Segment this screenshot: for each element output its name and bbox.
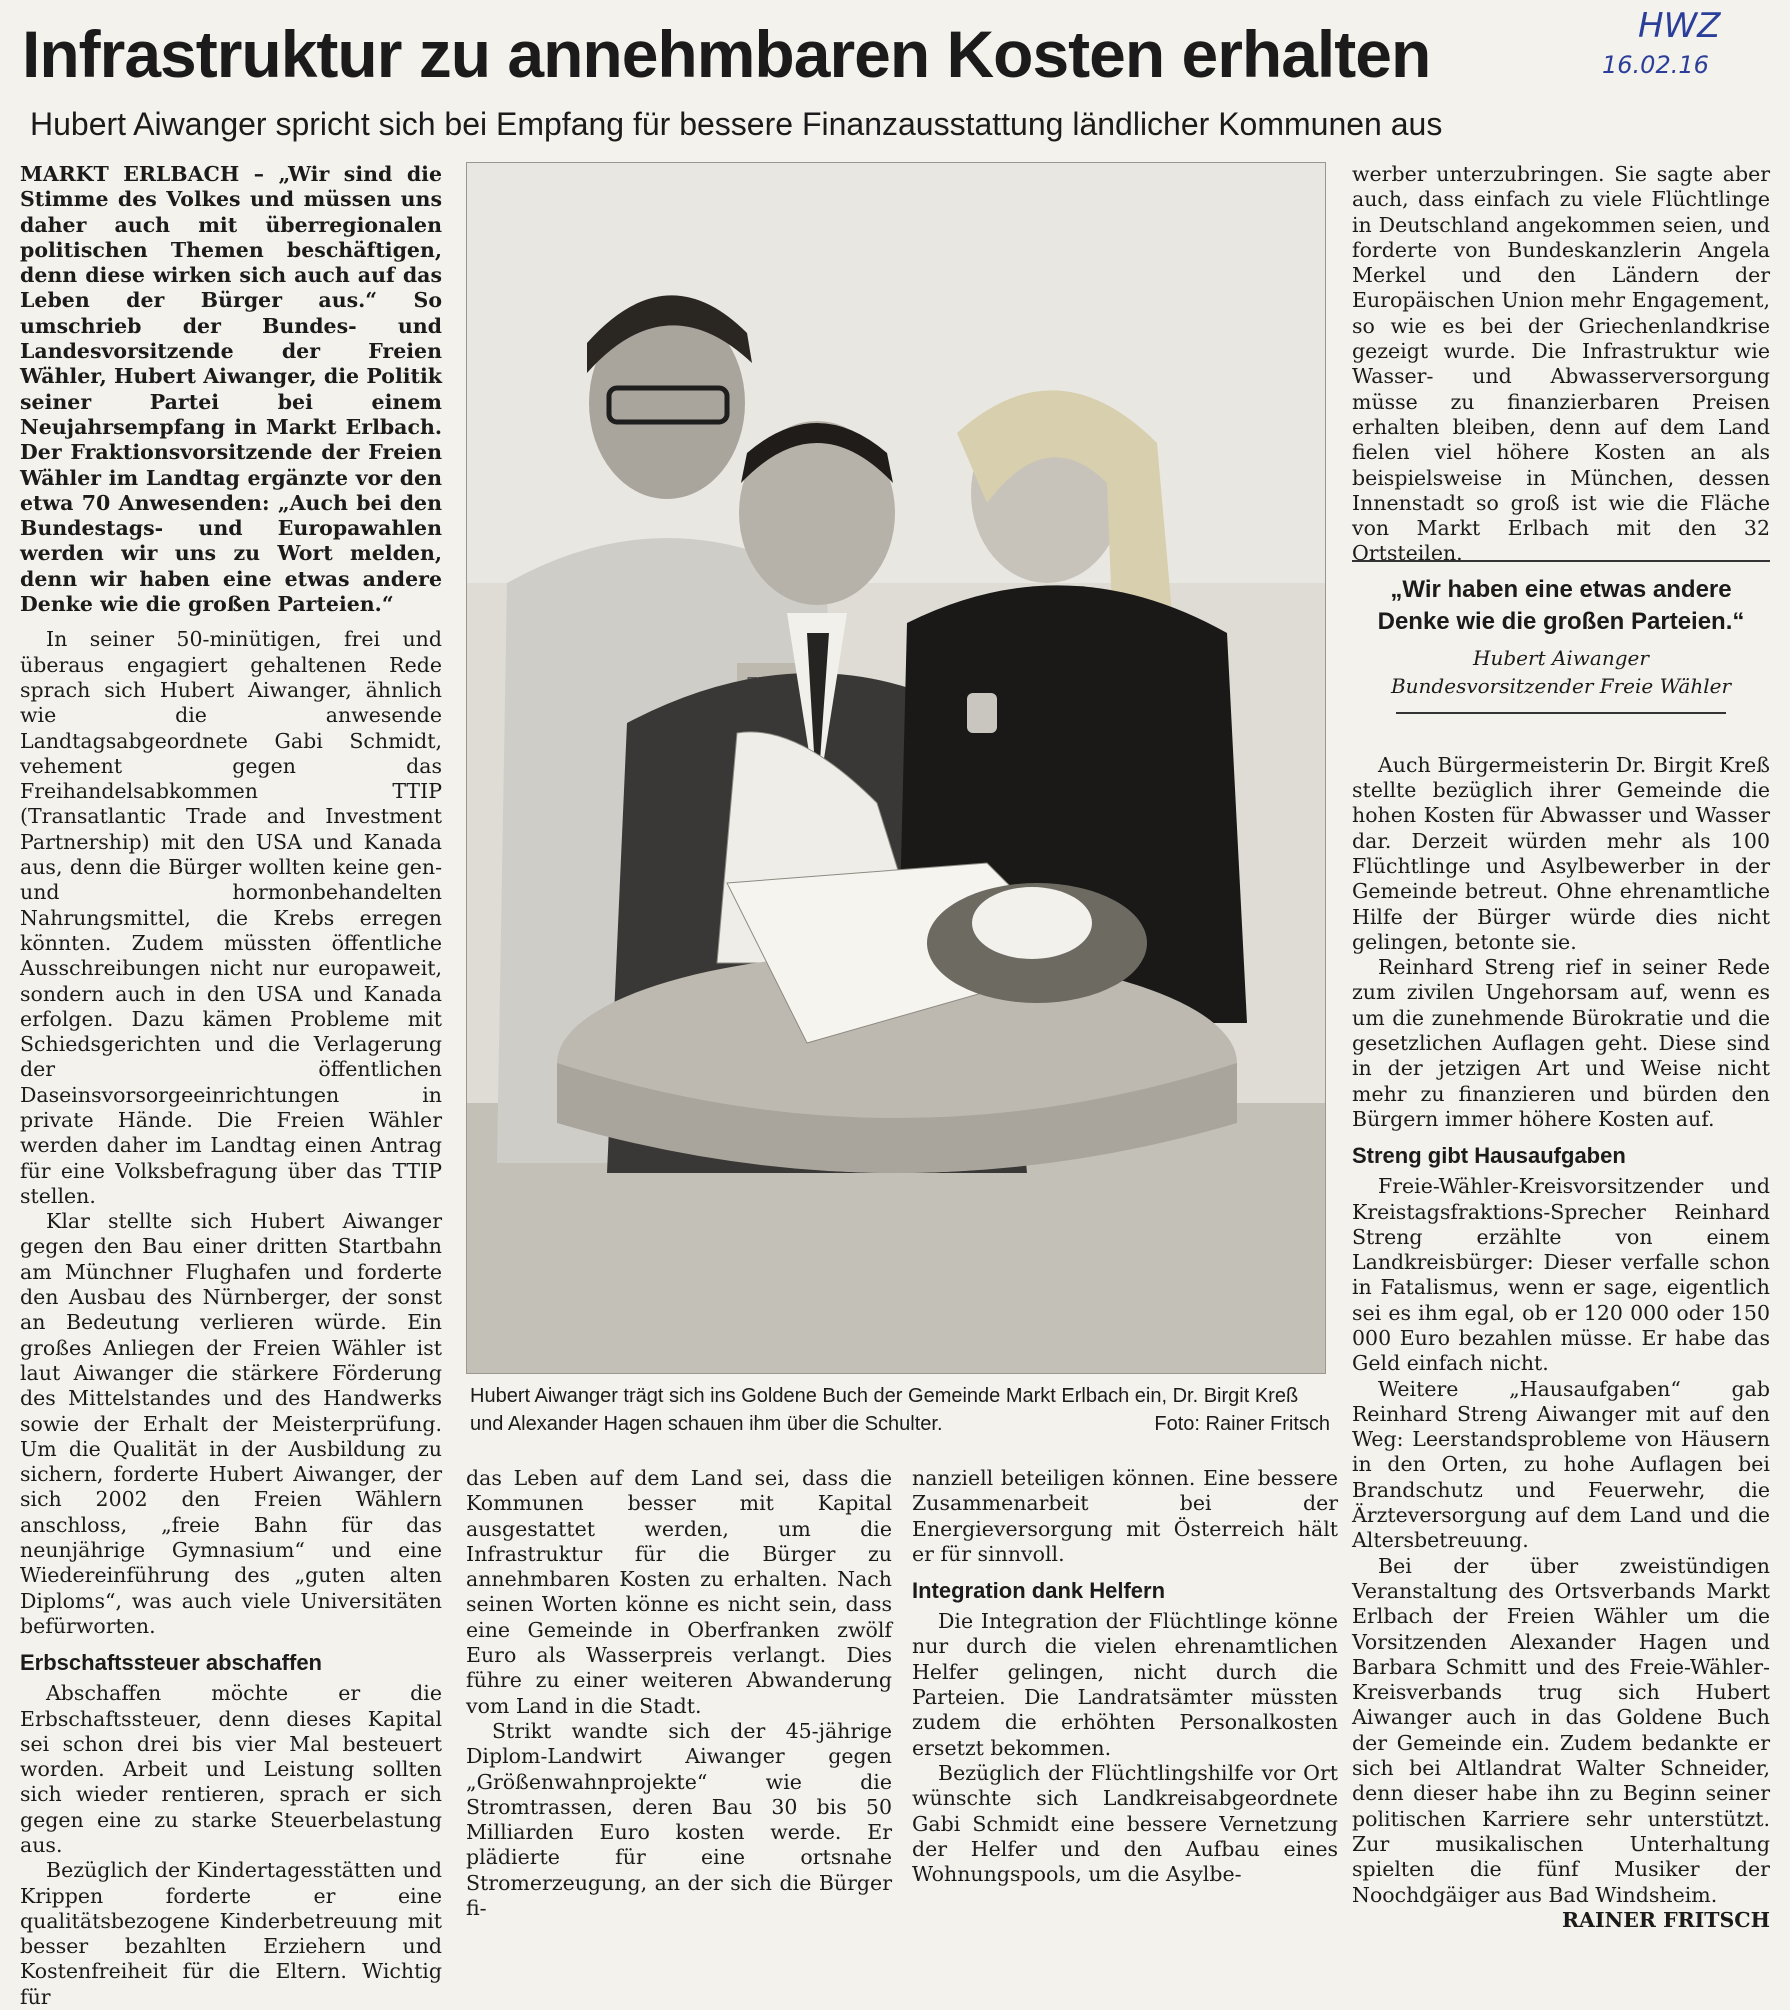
paragraph: Abschaffen möchte er die Erbschaftssteuer, denn dieses Kapital sei schon drei bis vier Mal besteuert worden. Arbeit und Leistung sollten sich wieder rentieren, sprach er sich gegen eine zu starke Steuerbelastung aus. — [20, 1681, 442, 1857]
stamp-date: 16.02.16 — [1602, 51, 1709, 79]
lead-paragraph — [20, 162, 442, 617]
paragraph: In seiner 50-minütigen, frei und überaus engagiert gehaltenen Rede sprach sich Hubert Aiwanger, ähnlich wie die anwesende Landtagsabgeordnete Gabi Schmidt, vehement gegen das Freihandelsabkommen TTIP (Transatlantic Trade and Investment Partnership) mit den USA und Kanada aus, denn die Bürger wollten keine gen- und hormonbehandelten Nahrungsmittel, die Krebs erregen könnten. Zudem müssten öffentliche Ausschreibungen nicht nur europaweit, sondern auch in den USA und Kanada erfolgen. Dazu kämen Probleme mit Schiedsgerichten und die Verlagerung der öffentlichen Daseinsvorsorgeeinrichtungen in private Hände. Die Freien Wähler werden daher im Landtag einen Antrag für eine Volksbefragung über das TTIP stellen. — [20, 627, 442, 1208]
stamp-source: HWZ — [1638, 6, 1721, 46]
section-heading: Erbschaftssteuer abschaffen — [20, 1650, 322, 1676]
paragraph: Klar stellte sich Hubert Aiwanger gegen den Bau einer dritten Startbahn am Münchner Flughafen und forderte den Ausbau des Nürnberger, der sonst an Bedeutung verlieren würde. Ein großes Anliegen der Freien Wähler ist laut Aiwanger die stärkere Förderung des Mittelstandes und des Handwerks sowie der Erhalt der Meisterprüfung. Um die Qualität in der Ausbildung zu sichern, forderte Hubert Aiwanger, der sich 2002 den Freien Wählern anschloss, „freie Bahn für das neunjährige Gymnasium“ und eine Wiedereinführung des „guten alten Diploms“, was auch viele Universitäten befürworten. — [20, 1209, 442, 1638]
article-column-1 — [20, 162, 443, 2009]
article-photo — [466, 162, 1326, 1374]
paragraph: Weitere „Hausaufgaben“ gab Reinhard Streng Aiwanger mit auf den Weg: Leerstandsprobleme von Häusern in den Orten, zu hohe Auflagen bei Brandschutz und Feuerwehr, die Ärzteversorgung auf dem Land und die Altersbetreuung. — [1352, 1376, 1770, 1553]
pull-quote-attribution: Hubert Aiwanger — [1473, 646, 1649, 670]
photo-illustration — [467, 163, 1325, 1373]
paragraph: Die Integration der Flüchtlinge könne nur durch die vielen ehrenamtlichen Helfer gelingen, nicht durch die Parteien. Die Landratsämter müssten zudem die erhöhten Personalkosten ersetzt bekommen. — [912, 1609, 1338, 1760]
photo-caption — [470, 1382, 1330, 1438]
headline: Infrastruktur zu annehmbaren Kosten erhalten — [22, 17, 1431, 91]
article-column-3 — [912, 1466, 1338, 1887]
paragraph: das Leben auf dem Land sei, dass die Kommunen besser mit Kapital ausgestattet werden, um die Infrastruktur für die Bürger zu annehmbaren Kosten zu erhalten. Nach seinen Worten könne es nicht sein, dass eine Gemeinde in Oberfranken zwölf Euro als Wasserpreis verlangt. Dies führe zu einer weiteren Abwanderung vom Land in die Stadt. — [466, 1466, 892, 1718]
paragraph: nanziell beteiligen können. Eine bessere Zusammenarbeit bei der Energieversorgung mit Österreich hält er für sinnvoll. — [912, 1466, 1338, 1566]
pull-quote-role: Bundesvorsitzender Freie Wähler — [1390, 674, 1732, 698]
subheadline: Hubert Aiwanger spricht sich bei Empfang für bessere Finanzausstattung ländlicher Kommunen aus — [30, 106, 1443, 142]
pull-quote-rule — [1396, 712, 1726, 714]
article-column-4 — [1352, 162, 1770, 1932]
paragraph: Bezüglich der Flüchtlingshilfe vor Ort wünschte sich Landkreisabgeordnete Gabi Schmidt eine bessere Vernetzung der Helfer und den Aufbau eines Wohnungspools, um die Asylbe- — [912, 1760, 1338, 1887]
paragraph: Freie-Wähler-Kreisvorsitzender und Kreistagsfraktions-Sprecher Reinhard Streng erzählte von einem Landkreisbürger: Dieser verfalle schon in Fatalismus, wenn er sage, eigentlich sei es ihm egal, ob er 120 000 oder 150 000 Euro bezahlen müsse. Er habe das Geld einfach nicht. — [1352, 1174, 1770, 1376]
paragraph: Reinhard Streng rief in seiner Rede zum zivilen Ungehorsam auf, wenn es um die zunehmende Bürokratie und die gesetzlichen Auflagen geht. Diese sind in der jetzigen Art und Weise nicht mehr zu finanzieren und bürden den Bürgern immer höhere Kosten auf. — [1352, 955, 1770, 1131]
section-heading: Integration dank Helfern — [912, 1578, 1166, 1604]
pull-quote — [1352, 560, 1770, 714]
pull-quote-text: „Wir haben eine etwas andere Denke wie die großen Parteien.“ — [1377, 576, 1745, 635]
paragraph: Bei der über zweistündigen Veranstaltung des Ortsverbands Markt Erlbach der Freien Wähler um die Vorsitzenden Alexander Hagen und Barbara Schmitt und des Freie-Wähler-Kreisverbands trug sich Hubert Aiwanger auch in das Goldene Buch der Gemeinde ein. Zudem bedankte er sich bei Altlandrat Walter Schneider, denn dieser habe ihn zu Beginn seiner politischen Karriere sehr unterstützt. Zur musikalischen Unterhaltung spielten die fünf Musiker der Noochdgäiger aus Bad Windsheim. — [1352, 1553, 1770, 1907]
paragraph: werber unterzubringen. Sie sagte aber auch, dass einfach zu viele Flüchtlinge in Deutschland angekommen seien, und forderte von Bundeskanzlerin Angela Merkel und den Ländern der Europäischen Union mehr Engagement, so wie es bei der Griechenlandkrise gezeigt wurde. Die Infrastruktur wie Wasser- und Abwasserversorgung müsse zu finanzierbaren Preisen erhalten bleiben, denn auf dem Land fielen viel höhere Kosten an als beispielsweise in München, dessen Innenstadt so groß ist wie die Fläche von Markt Erlbach mit den 32 Ortsteilen. — [1352, 162, 1770, 566]
paragraph: Strikt wandte sich der 45-jährige Diplom-Landwirt Aiwanger gegen „Größenwahnprojekte“ wie die Stromtrassen, deren Bau 30 bis 50 Milliarden Euro kosten werde. Er plädierte für eine ortsnahe Stromerzeugung, an der sich die Bürger fi- — [466, 1718, 892, 1921]
author-byline: RAINER FRITSCH — [1562, 1907, 1770, 1932]
paragraph: Bezüglich der Kindertagesstätten und Krippen forderte er eine qualitätsbezogene Kinderbetreuung mit besser bezahlten Erziehern und Kostenfreiheit für die Eltern. Wichtig für — [20, 1858, 442, 2009]
caption-text: Hubert Aiwanger trägt sich ins Goldene Buch der Gemeinde Markt Erlbach ein, Dr. Birgit Kreß und Alexander Hagen schauen ihm über die Schulter. — [470, 1385, 1299, 1435]
photo-credit: Foto: Rainer Fritsch — [1154, 1413, 1330, 1435]
handwritten-date-stamp — [1602, 6, 1772, 90]
dateline: MARKT ERLBACH – — [20, 162, 264, 186]
paragraph: Auch Bürgermeisterin Dr. Birgit Kreß stellte bezüglich ihrer Gemeinde die hohen Kosten für Abwasser und Wasser dar. Derzeit würden mehr als 100 Flüchtlinge und Asylbewerber in der Gemeinde betreut. Ohne ehrenamtliche Hilfe der Bürger würde dies nicht gelingen, betonte sie. — [1352, 752, 1770, 954]
article-column-2 — [466, 1466, 892, 1921]
section-heading: Streng gibt Hausaufgaben — [1352, 1143, 1626, 1169]
lead-text: „Wir sind die Stimme des Volkes und müssen uns daher auch mit überregionalen politischen Themen beschäftigen, denn diese wirken sich auch auf das Leben der Bürger aus.“ So umschrieb der Bundes- und Landesvorsitzende der Freien Wähler, Hubert Aiwanger, die Politik seiner Partei bei einem Neujahrsempfang in Markt Erlbach. Der Fraktionsvorsitzende der Freien Wähler im Landtag ergänzte vor den etwa 70 Anwesenden: „Auch bei den Bundestags- und Europawahlen werden wir uns zu Wort melden, denn wir haben eine etwas andere Denke wie die großen Parteien.“ — [20, 162, 443, 617]
